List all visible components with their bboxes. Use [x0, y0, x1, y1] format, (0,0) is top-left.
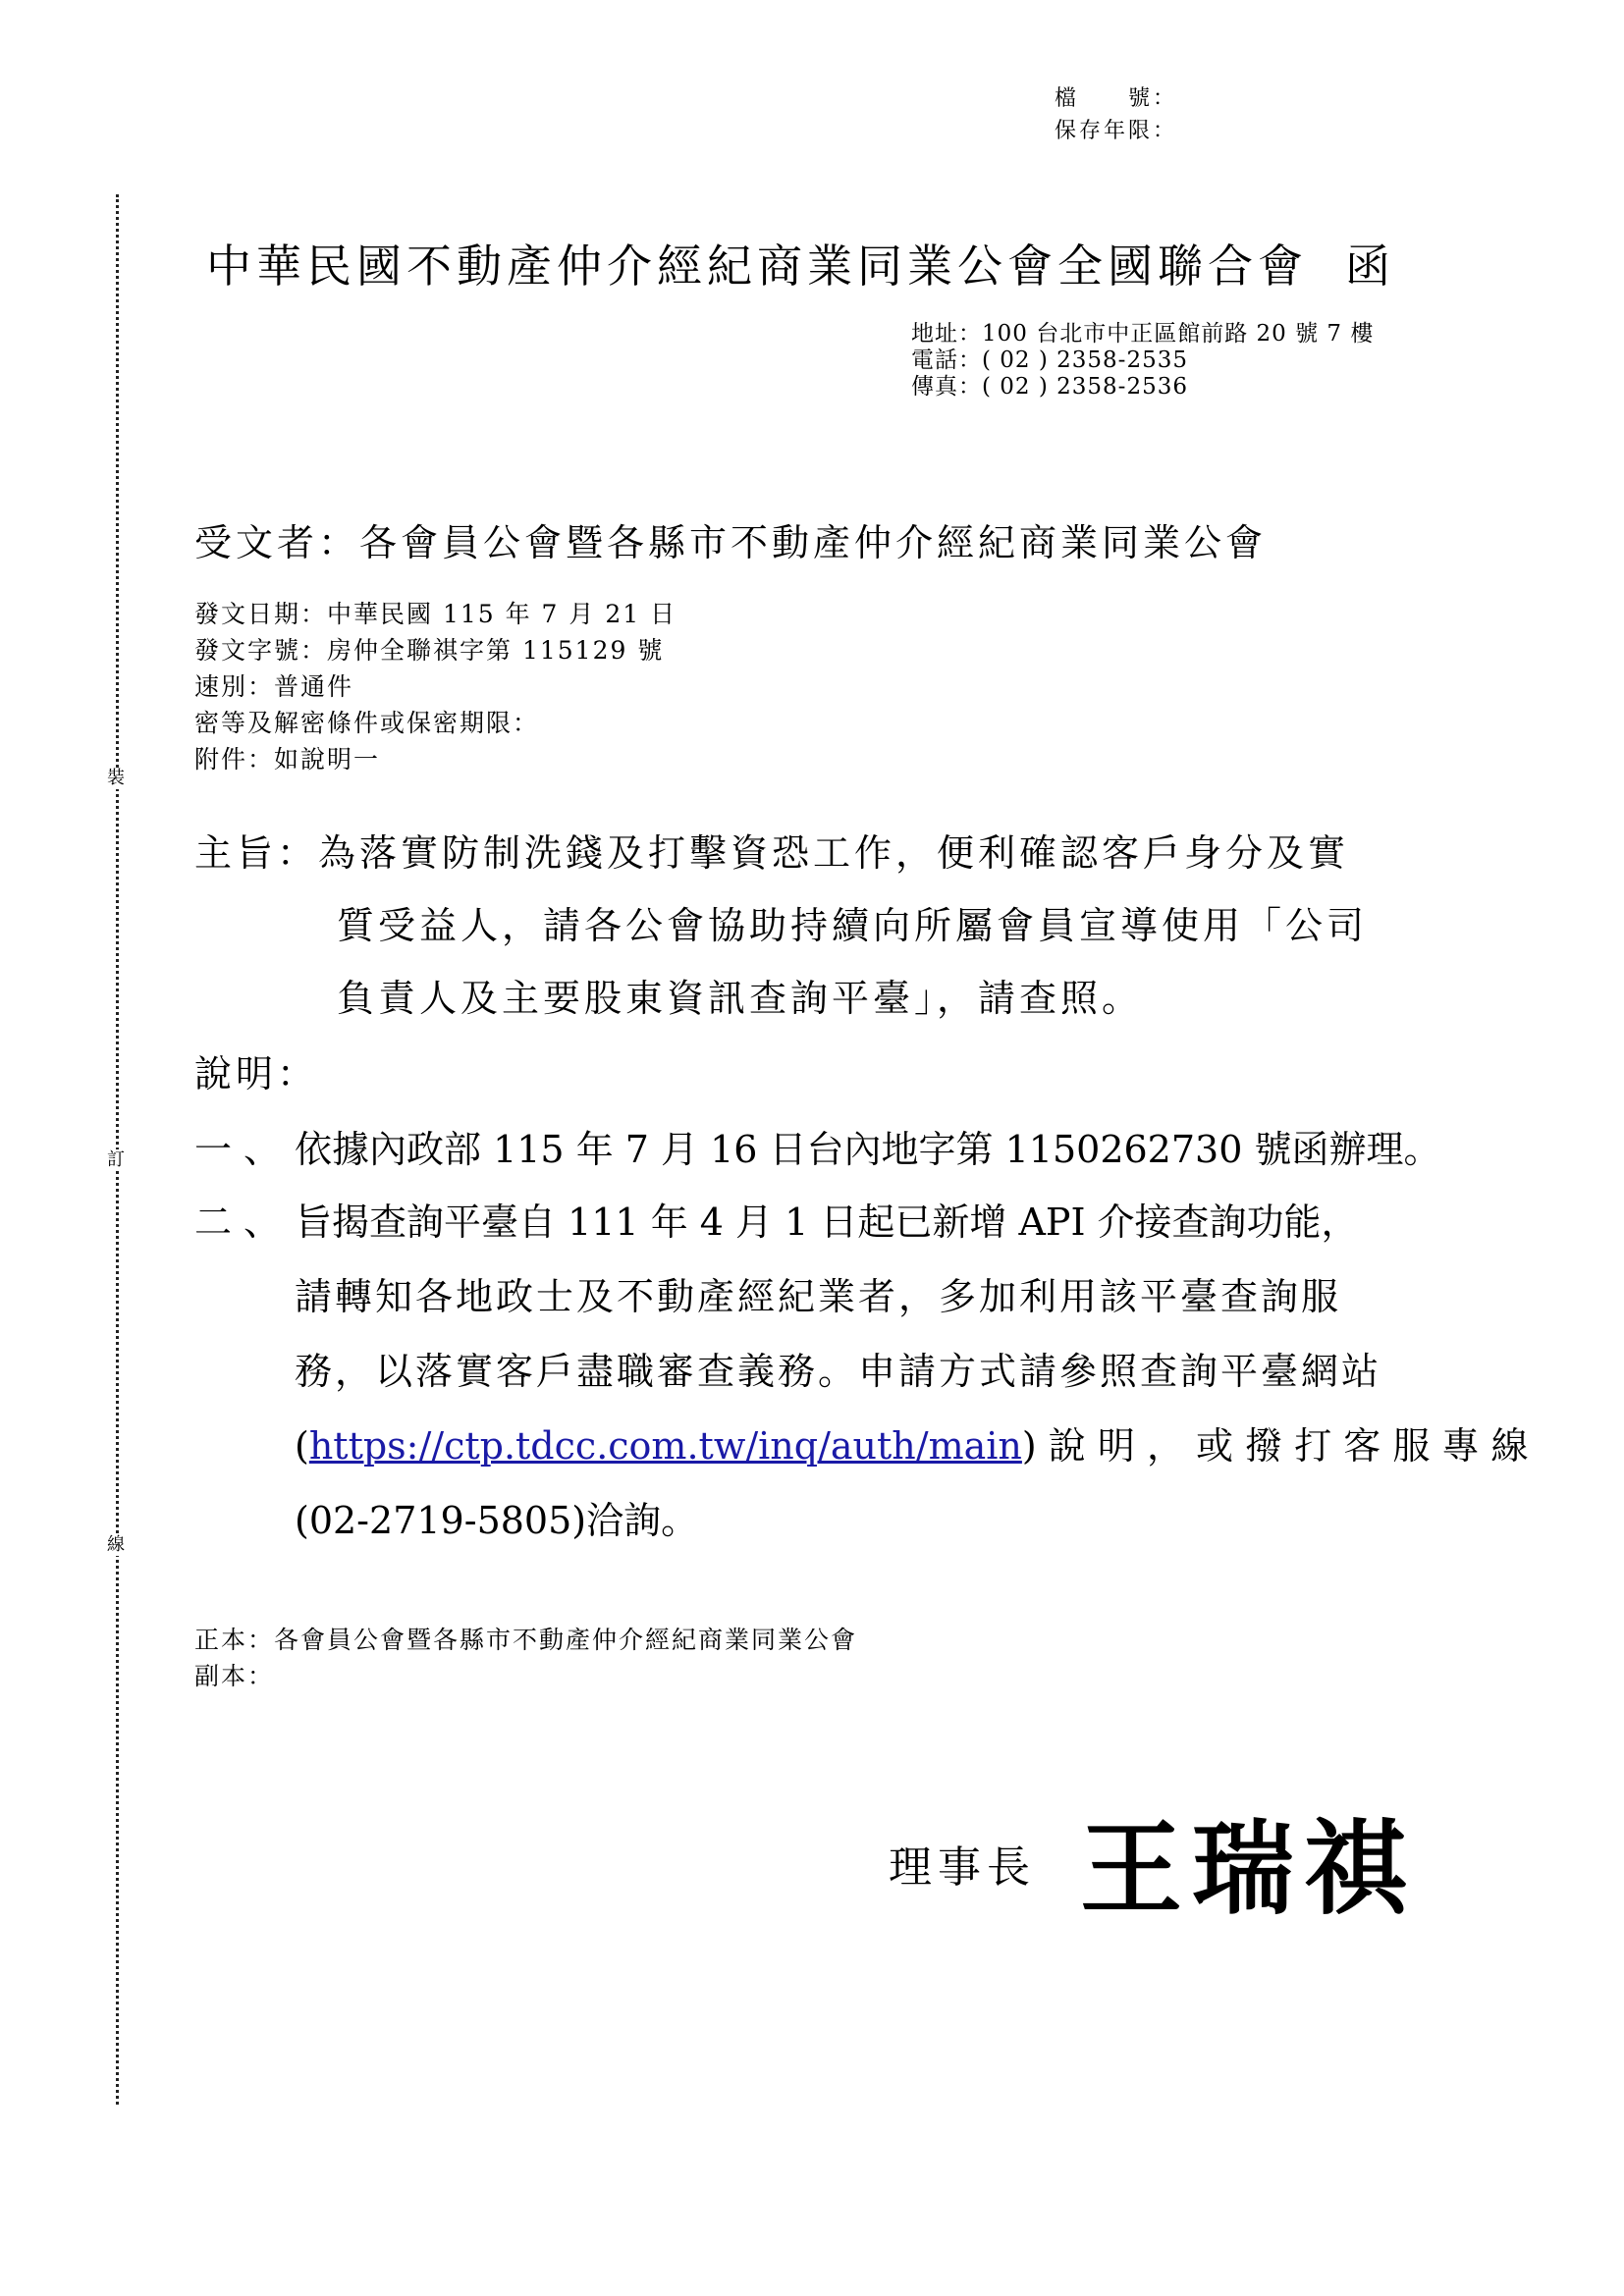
explanation-item2-line2: 請轉知各地政士及不動產經紀業者，多加利用該平臺查詢服: [295, 1275, 1342, 1318]
attachment: 附件：如說明一: [194, 745, 381, 774]
link-open-paren: (: [295, 1424, 309, 1468]
retention-period: 保存年限：: [1055, 119, 1178, 143]
binding-mark-top: 裝: [104, 768, 128, 789]
explanation-label: 說明：: [194, 1052, 319, 1095]
explanation-item2-line1: 旨揭查詢平臺自 111 年 4 月 1 日起已新增 API 介接查詢功能，: [295, 1201, 1359, 1244]
signer-title: 理事長: [889, 1842, 1036, 1893]
recipient: 受文者：各會員公會暨各縣市不動產仲介經紀商業同業公會: [194, 521, 1268, 564]
explanation-item2-line5: (02-2719-5805)洽詢。: [295, 1499, 699, 1542]
platform-website-link[interactable]: https://ctp.tdcc.com.tw/inq/auth/main: [308, 1424, 1022, 1468]
issue-date: 發文日期：中華民國 115 年 7 月 21 日: [194, 600, 677, 628]
document-type: 函: [1345, 240, 1395, 293]
explanation-item1-marker: 一、: [194, 1128, 294, 1171]
binding-mark-bottom: 線: [104, 1534, 128, 1556]
subject-line-2: 質受益人，請各公會協助持續向所屬會員宣導使用「公司: [337, 904, 1369, 947]
file-number: 檔 號：: [1055, 86, 1178, 111]
explanation-item2-marker: 二、: [194, 1201, 294, 1244]
secrecy: 密等及解密條件或保密期限：: [194, 709, 540, 737]
carbon-copy: 副本：: [194, 1662, 275, 1690]
org-address: 地址：100 台北市中正區館前路 20 號 7 樓: [911, 321, 1375, 347]
issue-number: 發文字號：房仲全聯祺字第 115129 號: [194, 636, 665, 665]
original-copy: 正本：各會員公會暨各縣市不動產仲介經紀商業同業公會: [194, 1626, 858, 1654]
subject-line-1: 主旨：為落實防制洗錢及打擊資恐工作，便利確認客戶身分及實: [194, 831, 1350, 875]
explanation-item2-line4: [295, 1410, 1529, 1482]
subject-line-3: 負責人及主要股東資訊查詢平臺」，請查照。: [337, 977, 1144, 1020]
link-trailing-text: ) 說 明 ， 或 撥 打 客 服 專 線: [1021, 1424, 1529, 1468]
org-fax: 傳真：( 02 ) 2358-2536: [911, 374, 1188, 400]
speed: 速別：普通件: [194, 672, 354, 701]
explanation-item2-line3: 務，以落實客戶盡職審查義務。申請方式請參照查詢平臺網站: [295, 1350, 1382, 1393]
signer-name: 王瑞祺: [1080, 1809, 1417, 1929]
explanation-item1-text: 依據內政部 115 年 7 月 16 日台內地字第 1150262730 號函辦理。: [295, 1128, 1441, 1171]
org-phone: 電話：( 02 ) 2358-2535: [911, 347, 1188, 373]
organization-title: 中華民國不動產仲介經紀商業同業公會全國聯合會: [206, 240, 1308, 293]
binding-mark-middle: 訂: [104, 1149, 128, 1171]
